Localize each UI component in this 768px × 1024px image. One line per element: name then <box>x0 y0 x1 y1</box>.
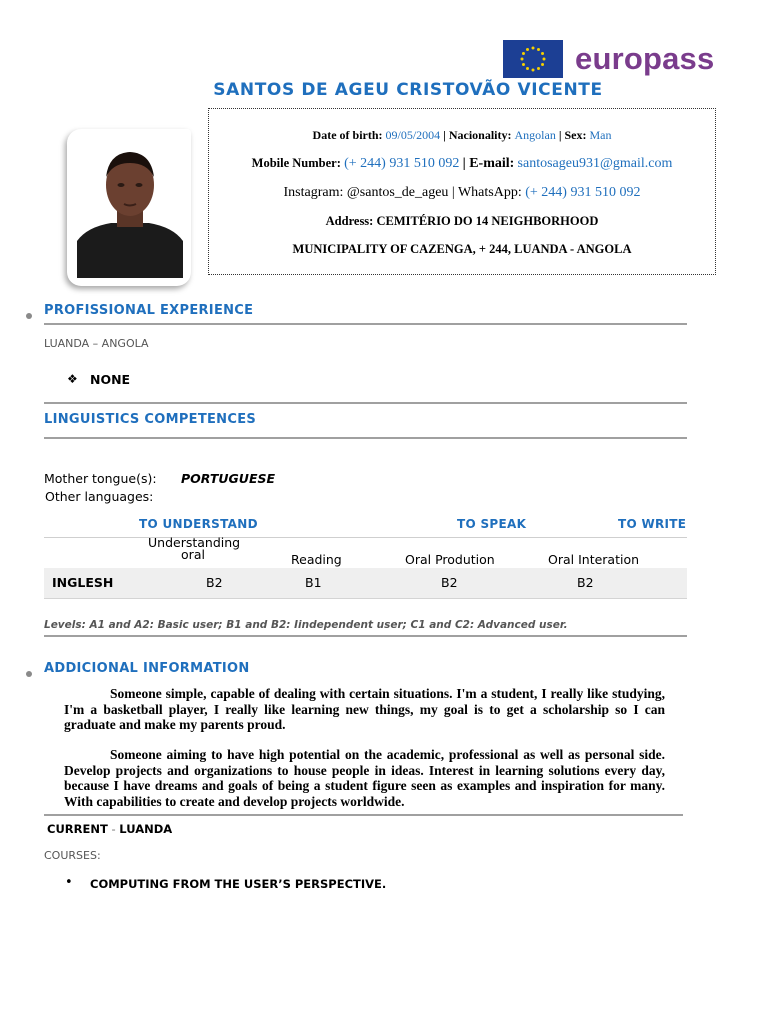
current-line <box>47 822 172 836</box>
sub-oral-production: Oral Prodution <box>405 552 495 567</box>
linguistics-title: LINGUISTICS COMPETENCES <box>44 412 257 427</box>
eu-star <box>541 52 544 55</box>
mother-tongue-label: Mother tongue(s): <box>44 471 157 486</box>
eu-star <box>537 48 540 51</box>
mobile-value: (+ 244) 931 510 092 <box>344 156 460 171</box>
europass-logo <box>503 40 715 78</box>
whatsapp-value: (+ 244) 931 510 092 <box>525 185 641 200</box>
eu-star <box>521 58 524 61</box>
dob-value: 09/05/2004 <box>385 128 441 142</box>
europass-wordmark: europass <box>575 41 715 76</box>
eu-star <box>543 58 546 61</box>
sex-value: Man <box>589 128 612 142</box>
eu-flag-icon <box>503 40 563 78</box>
divider <box>44 814 683 816</box>
level-reading: B1 <box>305 575 322 590</box>
sub-reading: Reading <box>291 552 342 567</box>
sub-oral-interaction: Oral Interation <box>548 552 640 567</box>
other-languages-label: Other languages: <box>45 489 154 504</box>
bullet-dot-icon: • <box>65 875 73 890</box>
eu-star <box>532 47 535 50</box>
contact-line-2 <box>209 155 715 172</box>
experience-item: NONE <box>90 372 131 387</box>
header-write: TO WRITE <box>618 517 687 531</box>
divider <box>44 323 687 325</box>
experience-location: LUANDA – ANGOLA <box>44 337 149 350</box>
divider <box>44 402 687 404</box>
mobile-label: Mobile Number: <box>251 156 341 170</box>
additional-paragraph-1: Someone simple, capable of dealing with certain situations. I'm a student, I really like studying, I'm a basketball player, I really like learning new things, my goal is to get a scholarship so I can graduate and make my parents proud. <box>64 686 665 732</box>
email-label: | E-mail: <box>462 156 515 171</box>
diamond-bullet-icon: ❖ <box>67 372 78 386</box>
course-item: COMPUTING FROM THE USER’S PERSPECTIVE. <box>90 877 387 891</box>
dob-label: Date of birth: <box>312 128 383 142</box>
header-understand: TO UNDERSTAND <box>139 517 258 531</box>
sub-understanding-line1: Understanding <box>148 535 241 550</box>
eu-star <box>526 48 529 51</box>
level-oral-production: B2 <box>441 575 458 590</box>
email-link[interactable]: santosageu931@gmail.com <box>517 156 673 171</box>
additional-title: ADDICIONAL INFORMATION <box>44 661 250 676</box>
sex-label: | Sex: <box>558 128 587 142</box>
sub-understanding-oral <box>148 535 241 562</box>
eu-star <box>526 67 529 70</box>
eu-star <box>541 63 544 66</box>
divider <box>44 437 687 439</box>
candidate-name: SANTOS DE AGEU CRISTOVÃO VICENTE <box>213 80 603 100</box>
levels-note: Levels: A1 and A2: Basic user; B1 and B2: Iindependent user; C1 and C2: Advanced user. <box>44 619 568 631</box>
eu-star <box>522 63 525 66</box>
table-divider <box>44 537 687 538</box>
divider <box>44 635 687 637</box>
experience-title: PROFISSIONAL EXPERIENCE <box>44 303 254 318</box>
bullet-dot-icon <box>26 671 32 677</box>
contact-box <box>208 108 716 275</box>
eu-star <box>522 52 525 55</box>
contact-line-1 <box>209 128 715 143</box>
mother-tongue-value: PORTUGUESE <box>181 471 276 486</box>
profile-photo-frame <box>67 129 191 286</box>
bullet-dot-icon <box>26 313 32 319</box>
current-label: CURRENT <box>47 822 108 836</box>
current-dash: - <box>107 822 120 836</box>
eu-star <box>537 67 540 70</box>
level-oral-interaction: B2 <box>577 575 594 590</box>
courses-label: COURSES: <box>44 849 101 862</box>
address-line-2: MUNICIPALITY OF CAZENGA, + 244, LUANDA - ANGOLA <box>292 242 632 256</box>
row-language: INGLESH <box>52 575 114 590</box>
eu-star <box>532 69 535 72</box>
contact-line-3 <box>209 185 715 201</box>
sub-understanding-line2: oral <box>181 547 205 562</box>
level-understanding: B2 <box>206 575 223 590</box>
profile-photo <box>77 141 183 278</box>
additional-paragraph-2: Someone aiming to have high potential on the academic, professional as well as personal side. Develop projects and organizations to house people in ideas. Interest in learning solutions every day, because I have dreams and goals of being a student figure seen as examples and inspiration for many. With capabilities to create and develop projects worldwide. <box>64 747 665 809</box>
current-city: LUANDA <box>119 822 173 836</box>
nationality-value: Angolan <box>514 128 556 142</box>
header-speak: TO SPEAK <box>457 517 527 531</box>
instagram-whatsapp-label: Instagram: @santos_de_ageu | WhatsApp: <box>283 185 522 200</box>
address-line-1: Address: CEMITÉRIO DO 14 NEIGHBORHOOD <box>325 214 599 228</box>
nationality-label: | Nacionality: <box>443 128 512 142</box>
